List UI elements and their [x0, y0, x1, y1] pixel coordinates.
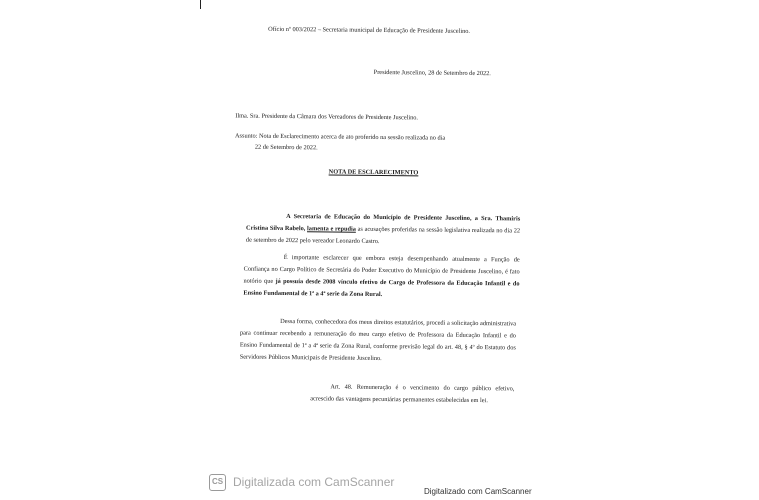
subject-line: Assunto: Nota de Esclarecimento acerca de ato proferido na sessão realizada no dia: [234, 132, 446, 142]
camscanner-logo: CS: [209, 474, 226, 491]
oficio-header: Ofício nº 003/2022 – Secretaria municipal de Educação de Presidente Juscelino.: [268, 25, 471, 35]
paragraph-2: [243, 252, 519, 303]
place-date: Presidente Juscelino, 28 de Setembro de 2022.: [373, 68, 491, 78]
subject-date: 22 de Setembro de 2022.: [254, 143, 318, 152]
recipient: Ilma. Sra. Presidente da Câmara dos Vereadores de Presidente Juscelino.: [235, 112, 419, 122]
para1-name: Sra. Thamiris Cristina Silva Rabelo,: [246, 215, 521, 233]
para2-bold: já possuía desde 2008 vínculo efetivo de Cargo de Professora da Educação Infantil e do Ensino Fundamental de 1ª a 4ª serie da Zona Rural.: [243, 277, 520, 299]
paragraph-1: [246, 211, 520, 250]
document-page: [234, 0, 527, 471]
para1-rest: as acusações proferidas na sessão legislativa realizada no dia 22 de setembro de 2022 pelo vereador Leonardo Castro.: [245, 225, 521, 245]
legal-quote: Art. 48. Remuneração é o vencimento do cargo público efetivo, acrescido das vantagens pecuniárias permanentes estabelecidas em lei.: [310, 383, 515, 405]
camscanner-watermark: Digitalizada com CamScanner: [233, 475, 395, 489]
camscanner-small-watermark: Digitalizado com CamScanner: [424, 487, 532, 496]
para2-text: É importante esclarecer que embora esteja desempenhando atualmente a Função de Confiança no Cargo Político de Secretária do Poder Executivo do Município de Presidente Juscelino, é fato notório que: [243, 253, 520, 285]
document-title: NOTA DE ESCLARECIMENTO: [328, 168, 419, 177]
para1-lead: A Secretaria de Educação do Município de Presidente Juscelino, a: [286, 213, 478, 223]
scan-edge-mark: [200, 0, 201, 9]
paragraph-3: Dessa forma, conhecedora dos meus direitos estatutários, procedi a solicitação administrativa para continuar recebendo a remuneração do meu cargo efetivo de Professora da Educação Infantil e do Ensino Fundamental de 1ª a 4ª serie da Zona Rural, conforme previsão legal do art. 48, § 4º do Estatuto dos Servidores Públicos Municipais de Presidente Juscelino.: [239, 317, 517, 363]
para1-emphasis: lamenta e repudia: [307, 225, 356, 233]
